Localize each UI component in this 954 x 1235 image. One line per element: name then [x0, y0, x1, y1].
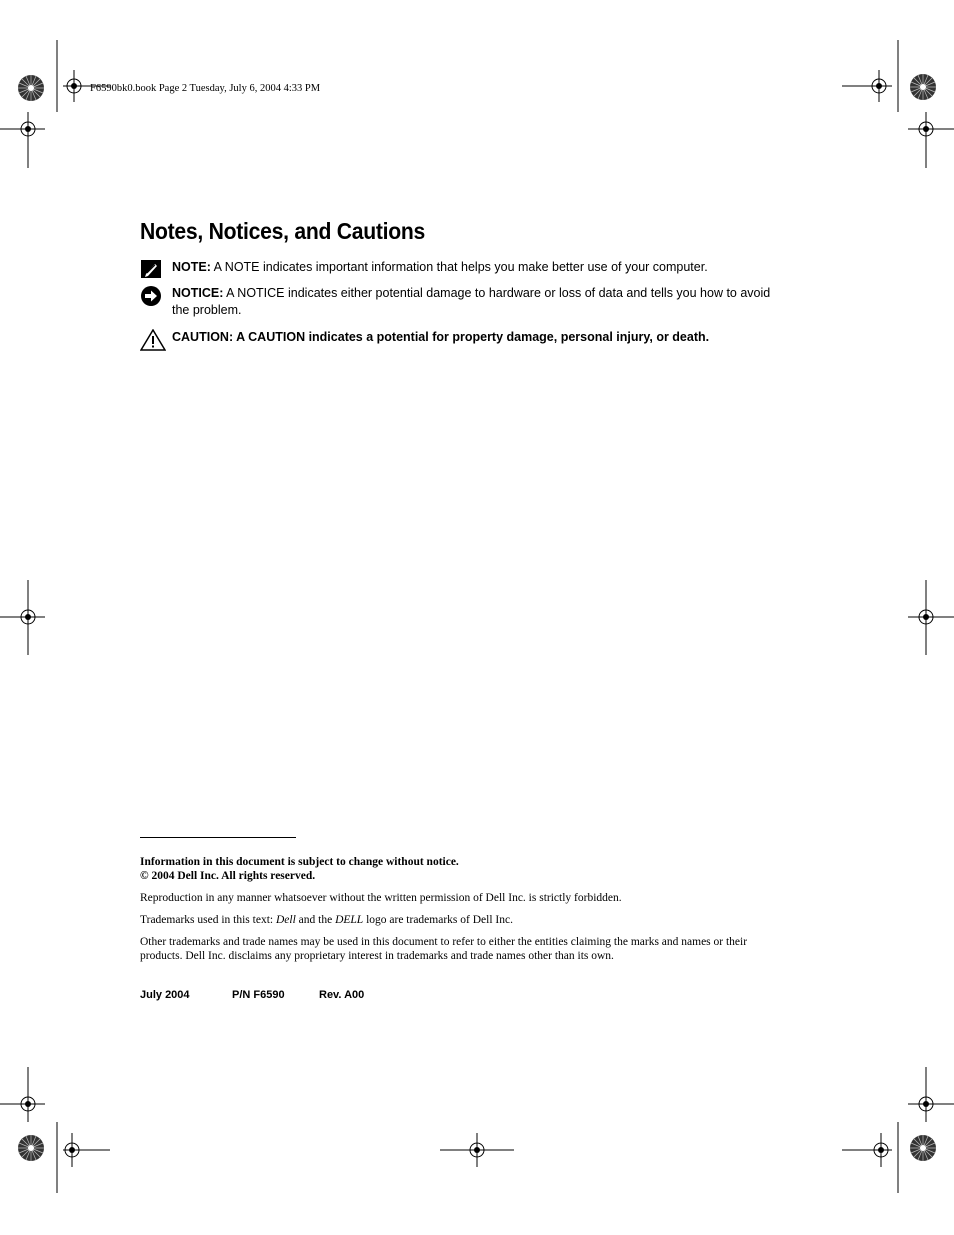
reproduction-line: Reproduction in any manner whatsoever without the written permission of Dell Inc. is strictly forbidden. — [140, 892, 622, 904]
notice-label: NOTICE: — [172, 286, 224, 300]
crop-mark-bottom-center — [440, 1133, 514, 1167]
caution-text: A CAUTION indicates a potential for property damage, personal injury, or death. — [233, 330, 710, 344]
release-date: July 2004 — [140, 989, 190, 1001]
crop-mark-bottom-right — [842, 1067, 954, 1193]
crop-mark-top-right — [842, 40, 954, 168]
other-trademarks-paragraph: Other trademarks and trade names may be used in this document to refer to either the entities claiming the marks and names or their products. Dell Inc. disclaims any proprietary interest in trademarks and trade names other than its own. — [140, 936, 748, 962]
caution-label: CAUTION: — [172, 330, 234, 344]
legal-notice-line: Information in this document is subject to change without notice. — [140, 856, 459, 868]
trademarks-mid: and the — [295, 914, 336, 926]
trademarks-suffix: logo are trademarks of Dell Inc. — [363, 914, 513, 926]
copyright-line: © 2004 Dell Inc. All rights reserved. — [140, 870, 316, 882]
crop-mark-top-left — [0, 40, 110, 168]
part-number: P/N F6590 — [232, 989, 285, 1001]
note-label: NOTE: — [172, 260, 211, 274]
running-head: F6590bk0.book Page 2 Tuesday, July 6, 2004 4:33 PM — [90, 83, 321, 94]
trademarks-prefix: Trademarks used in this text: — [140, 914, 276, 926]
page-title: Notes, Notices, and Cautions — [140, 218, 426, 244]
note-text: A NOTE indicates important information that helps you make better use of your computer. — [210, 260, 708, 274]
trademarks-dell: Dell — [275, 914, 296, 926]
crop-mark-bottom-left — [0, 1067, 110, 1193]
crop-mark-middle-right — [908, 580, 954, 655]
notice-text: A NOTICE indicates either potential damage to hardware or loss of data and tells you how to avoid the problem. — [172, 286, 771, 317]
revision: Rev. A00 — [319, 989, 365, 1001]
crop-mark-middle-left — [0, 580, 45, 655]
trademarks-dell-logo: DELL — [335, 914, 364, 926]
